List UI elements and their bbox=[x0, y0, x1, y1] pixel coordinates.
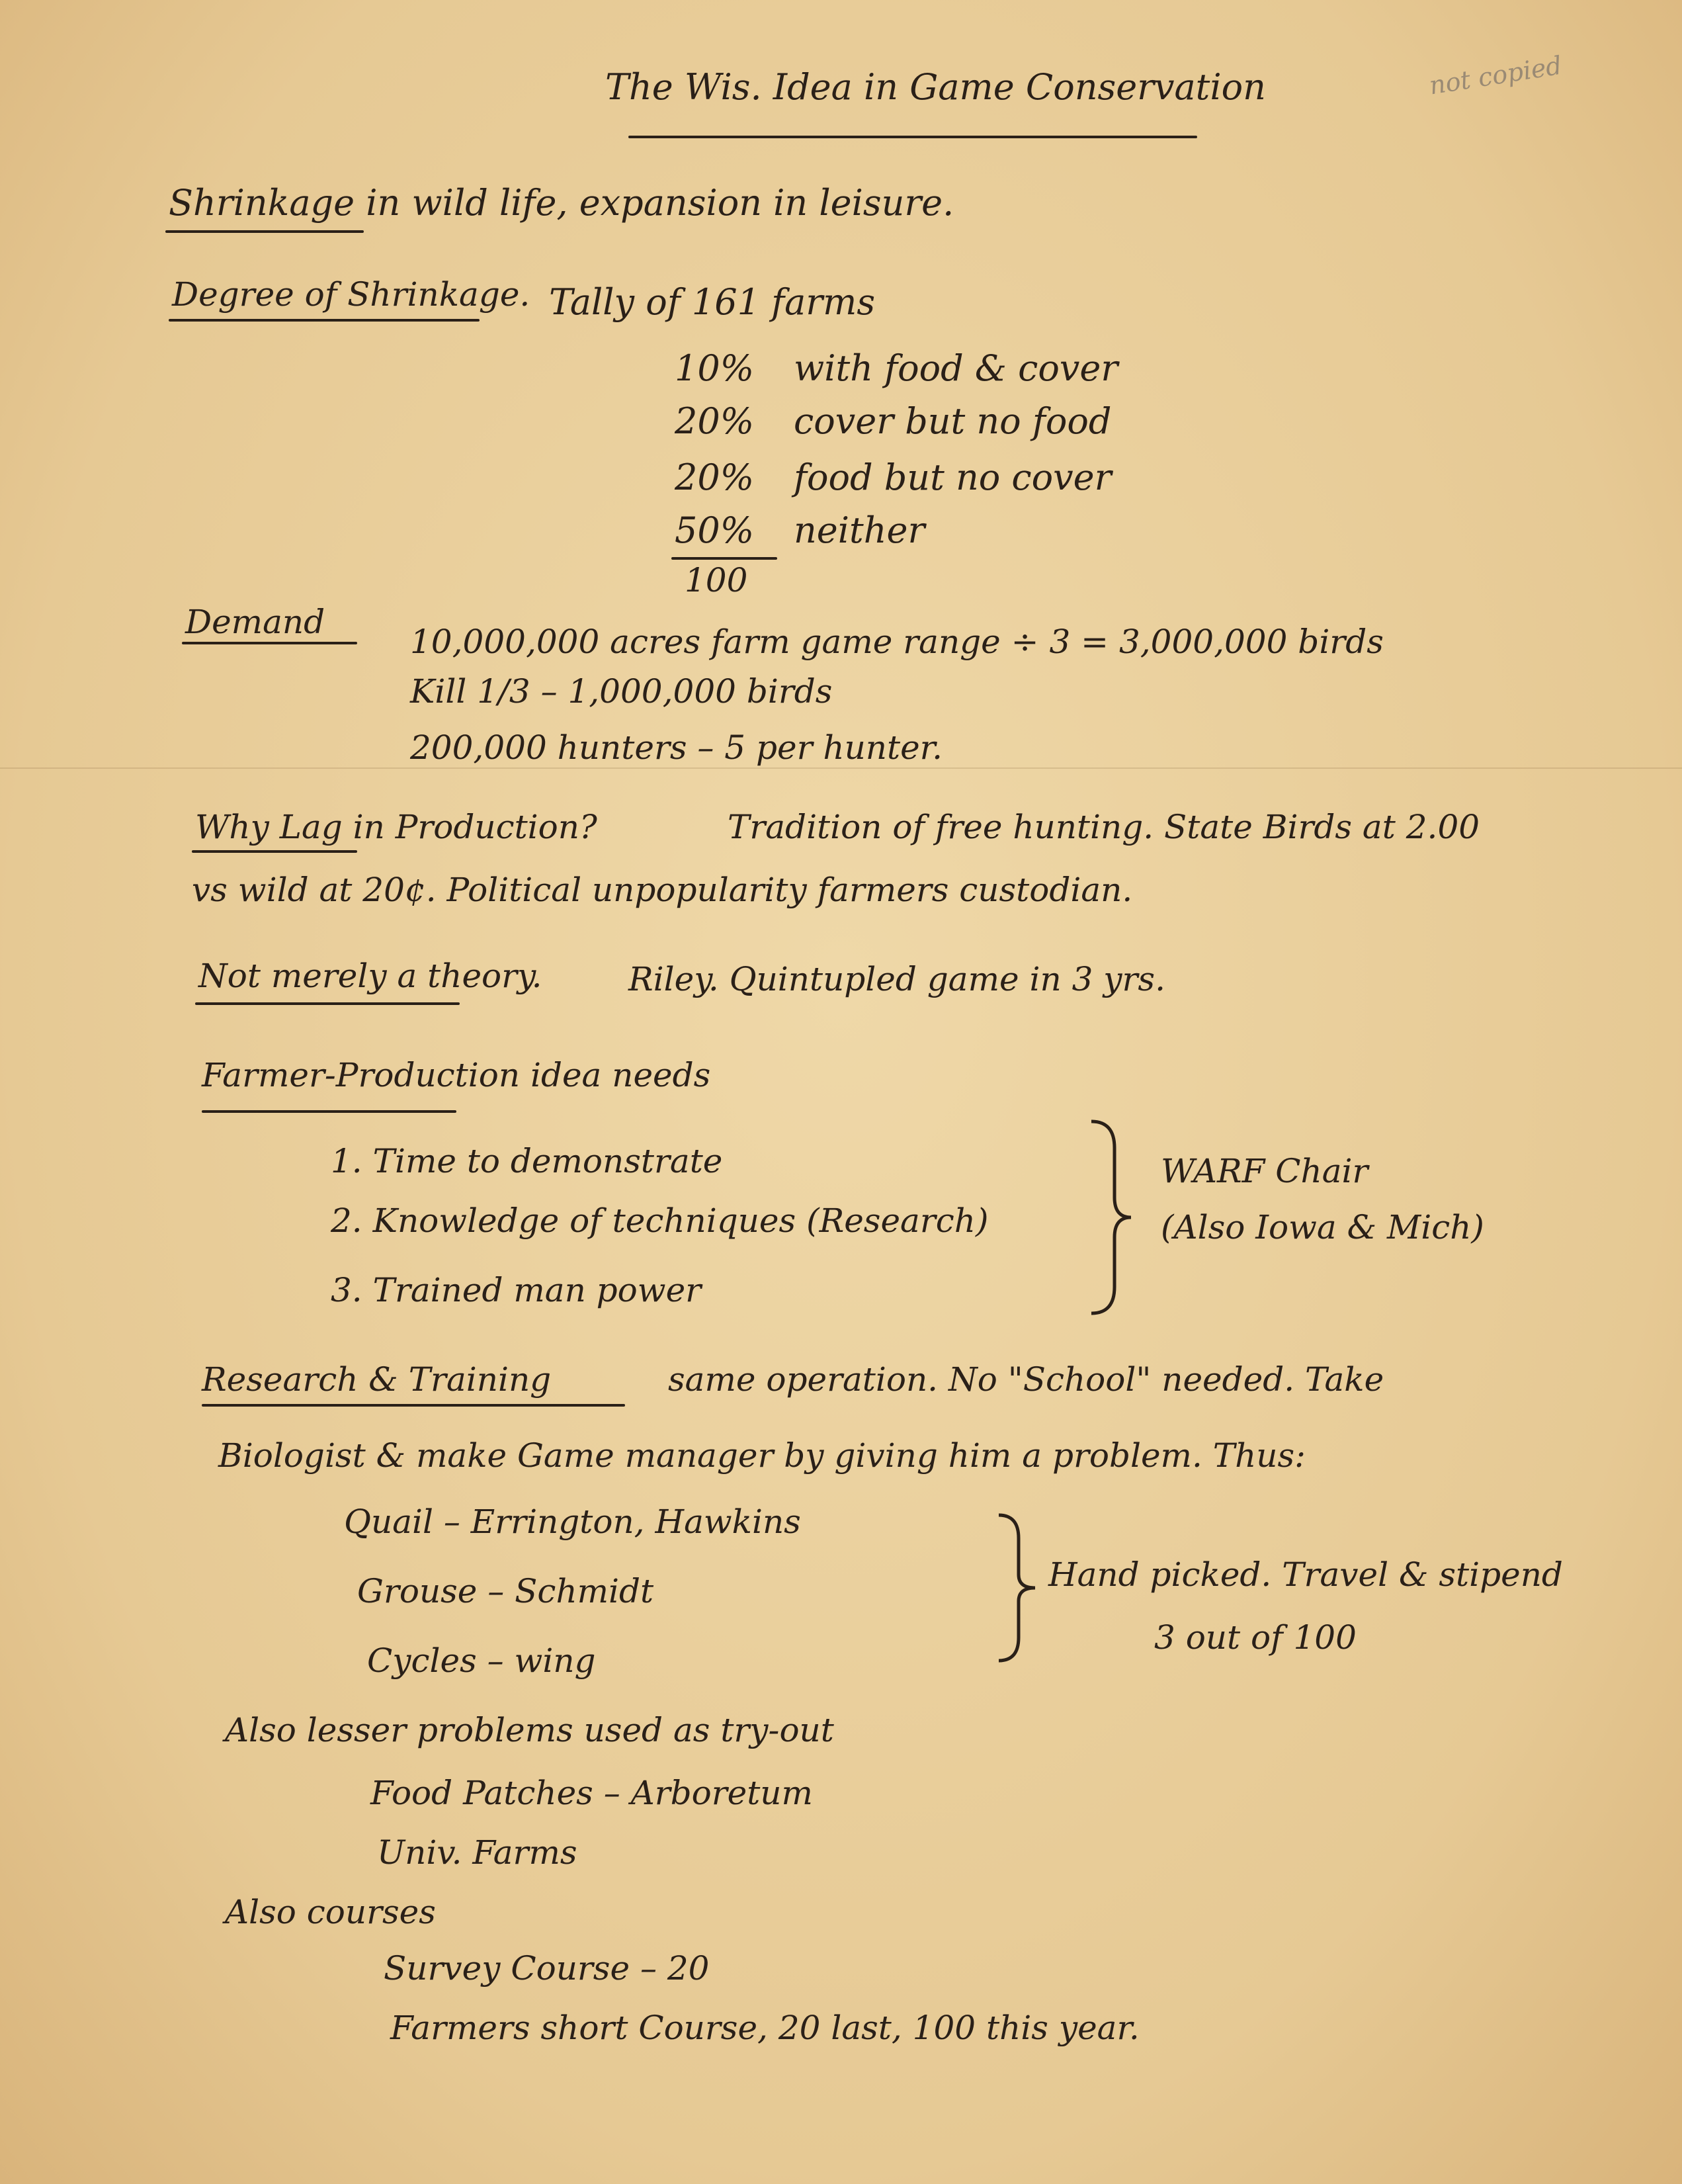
three-of-hundred-note: 3 out of 100 bbox=[1154, 1618, 1357, 1657]
not-merely-underline bbox=[195, 1002, 460, 1005]
also-iowa-note: (Also Iowa & Mich) bbox=[1161, 1208, 1484, 1246]
why-lag-text: vs wild at 20¢. Political unpopularity farmers custodian. bbox=[192, 871, 1133, 909]
tally-total: 100 bbox=[685, 561, 748, 599]
tally-desc: food but no cover bbox=[794, 457, 1112, 498]
tally-text: Tally of 161 farms bbox=[549, 281, 876, 323]
degree-label: Degree of Shrinkage. bbox=[172, 275, 530, 314]
demand-label: Demand bbox=[185, 603, 325, 641]
margin-note: not copied bbox=[1427, 50, 1564, 101]
tally-pct: 20% bbox=[675, 457, 755, 498]
hand-picked-note: Hand picked. Travel & stipend bbox=[1048, 1555, 1563, 1594]
tally-pct: 20% bbox=[675, 400, 755, 442]
right-brace-icon bbox=[992, 1512, 1045, 1664]
research-underline bbox=[202, 1404, 625, 1407]
demand-line: 200,000 hunters – 5 per hunter. bbox=[410, 728, 943, 767]
farmer-idea-underline bbox=[202, 1110, 456, 1113]
fold-crease bbox=[0, 767, 1682, 769]
also-problems-item: Univ. Farms bbox=[377, 1833, 577, 1872]
demand-line: 10,000,000 acres farm game range ÷ 3 = 3,000,000 birds bbox=[410, 623, 1384, 661]
research-text: same operation. No "School" needed. Take bbox=[668, 1360, 1384, 1399]
also-problems-item: Food Patches – Arboretum bbox=[370, 1774, 813, 1812]
page-title: The Wis. Idea in Game Conservation bbox=[605, 66, 1266, 108]
warf-chair-note: WARF Chair bbox=[1161, 1152, 1368, 1190]
farmer-idea-item: 1. Time to demonstrate bbox=[331, 1142, 723, 1180]
research-item: Cycles – wing bbox=[367, 1641, 596, 1680]
also-courses-label: Also courses bbox=[225, 1893, 436, 1931]
demand-underline bbox=[182, 642, 357, 644]
title-underline bbox=[628, 136, 1197, 138]
shrinkage-heading: Shrinkage in wild life, expansion in leisure. bbox=[169, 182, 954, 224]
research-text: Biologist & make Game manager by giving him a problem. Thus: bbox=[218, 1436, 1306, 1475]
tally-desc: neither bbox=[794, 509, 925, 551]
farmer-idea-item: 3. Trained man power bbox=[331, 1271, 702, 1309]
also-problems-label: Also lesser problems used as try-out bbox=[225, 1711, 834, 1749]
why-lag-text: Tradition of free hunting. State Birds at 2.00 bbox=[728, 808, 1480, 846]
also-courses-item: Farmers short Course, 20 last, 100 this year. bbox=[390, 2009, 1140, 2047]
degree-underline bbox=[169, 319, 480, 322]
research-label: Research & Training bbox=[202, 1360, 552, 1399]
research-item: Quail – Errington, Hawkins bbox=[344, 1503, 801, 1541]
why-lag-label: Why Lag in Production? bbox=[195, 808, 597, 846]
tally-sum-line bbox=[671, 557, 777, 560]
tally-pct: 10% bbox=[675, 347, 755, 389]
shrinkage-underline bbox=[165, 230, 364, 233]
tally-desc: with food & cover bbox=[794, 347, 1118, 389]
tally-pct: 50% bbox=[675, 509, 755, 551]
farmer-idea-item: 2. Knowledge of techniques (Research) bbox=[331, 1201, 989, 1240]
research-item: Grouse – Schmidt bbox=[357, 1572, 654, 1610]
not-merely-label: Not merely a theory. bbox=[198, 957, 542, 995]
why-lag-underline bbox=[192, 850, 357, 853]
not-merely-text: Riley. Quintupled game in 3 yrs. bbox=[628, 960, 1165, 998]
demand-line: Kill 1/3 – 1,000,000 birds bbox=[410, 672, 833, 711]
right-brace-icon bbox=[1085, 1118, 1138, 1317]
also-courses-item: Survey Course – 20 bbox=[384, 1949, 710, 1987]
tally-desc: cover but no food bbox=[794, 400, 1112, 442]
farmer-idea-label: Farmer-Production idea needs bbox=[202, 1056, 711, 1094]
